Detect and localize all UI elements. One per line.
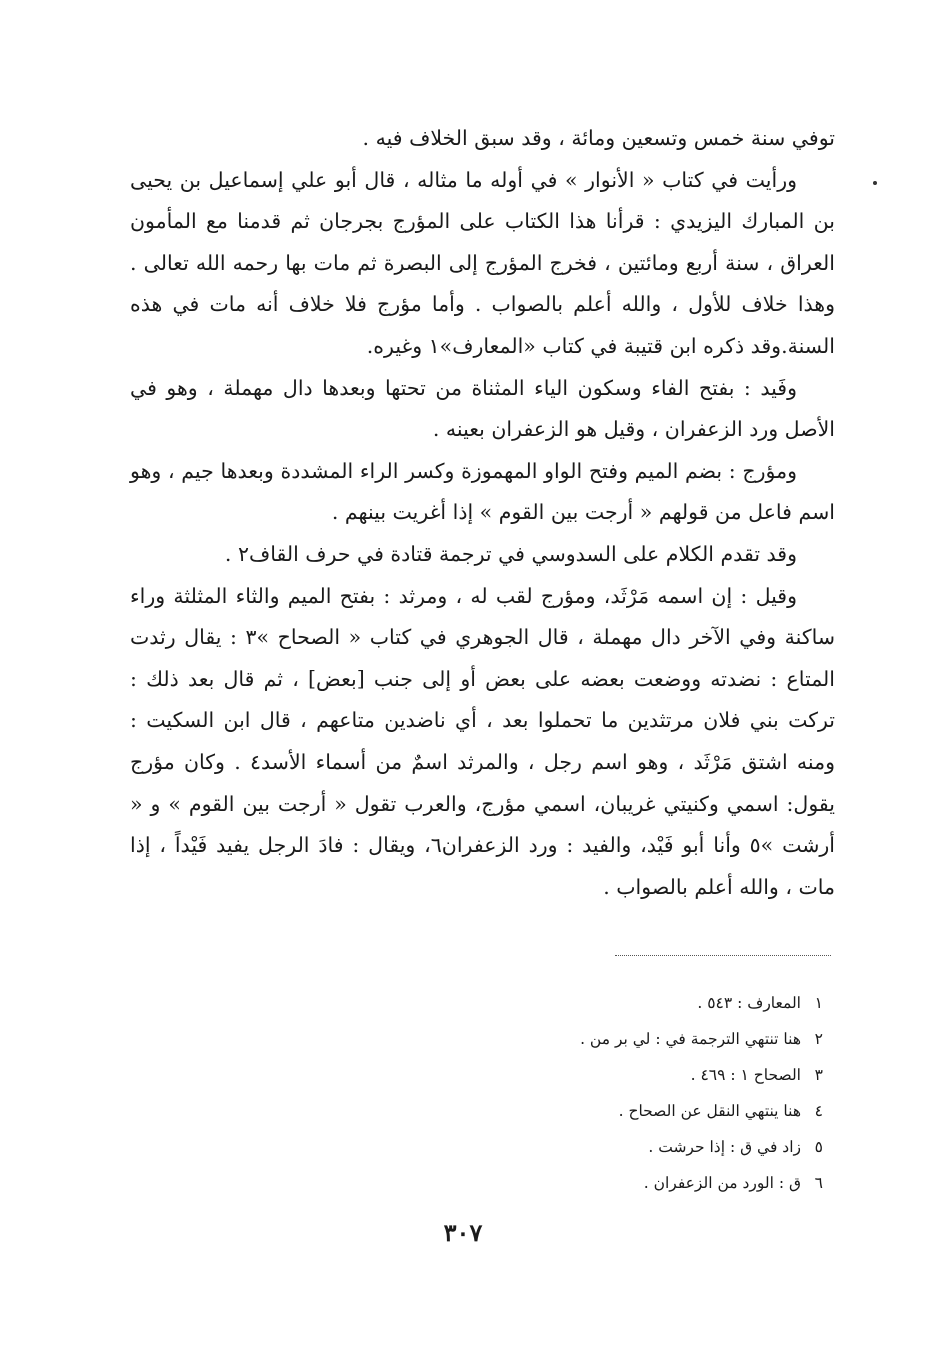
footnote-item	[443, 1165, 823, 1201]
paragraph-4: ومؤرج : بضم الميم وفتح الواو المهموزة وكسر الراء المشددة وبعدها جيم ، وهو اسم فاعل من قولهم « أرجت بين القوم » إذا أغريت بينهم .	[130, 458, 835, 525]
footnote-item	[443, 985, 823, 1021]
footnote-text: هنا تنتهي الترجمة في : لي بر من .	[580, 1030, 801, 1048]
footnote-divider	[615, 955, 831, 956]
paragraph-2: ورأيت في كتاب « الأنوار » في أوله ما مثاله ، قال أبو علي إسماعيل بن يحيى بن المبارك اليزيدي : قرأنا هذا الكتاب على المؤرج بجرجان ثم قدمنا مع المأمون العراق ، سنة أربع ومائتين ، فخرج المؤرج إلى البصرة ثم مات بها رحمه الله تعالى . وهذا خلاف للأول ، والله أعلم بالصواب . وأما مؤرج فلا خلاف أنه مات في هذه السنة.وقد ذكره ابن قتيبة في كتاب «المعارف»١ وغيره.	[130, 167, 835, 358]
footnote-text: هنا ينتهي النقل عن الصحاح .	[618, 1102, 801, 1120]
footnote-item	[443, 1057, 823, 1093]
footnote-item	[443, 1093, 823, 1129]
paragraph-3: وفَيد : بفتح الفاء وسكون الياء المثناة من تحتها وبعدها دال مهملة ، وهو في الأصل ورد الزعفران ، وقيل هو الزعفران بعينه .	[130, 375, 835, 442]
footnote-number: ٤	[814, 1102, 823, 1120]
footnotes-list	[443, 985, 823, 1201]
main-text	[130, 118, 835, 908]
paragraph-5: وقد تقدم الكلام على السدوسي في ترجمة قتادة في حرف القاف٢ .	[224, 541, 797, 566]
footnote-number: ١	[814, 994, 823, 1012]
footnote-number: ٦	[814, 1174, 823, 1192]
footnote-item	[443, 1021, 823, 1057]
page-number: ٣٠٧	[443, 1218, 483, 1247]
footnote-text: زاد في ق : إذا حرشت .	[648, 1138, 801, 1156]
paragraph-6: وقيل : إن اسمه مَرْثَد، ومؤرج لقب له ، ومرثد : بفتح الميم والثاء المثلثة وراء ساكنة وفي الآخر دال مهملة ، قال الجوهري في كتاب « الصحاح »٣ : يقال رثدت المتاع : نضدته ووضعت بعضه على بعض أو إلى جنب [بعض] ، ثم قال بعد ذلك : تركت بني فلان مرتثدين ما تحملوا بعد ، أي ناضدين متاعهم ، قال ابن السكيت : ومنه اشتق مَرْثَد ، وهو اسم رجل ، والمرثد اسمٌ من أسماء الأسد٤ . وكان مؤرج يقول: اسمي وكنيتي غريبان، اسمي مؤرج، والعرب تقول « أرجت بين القوم » و « أرشت »٥ وأنا أبو فَيْد، والفيد : ورد الزعفران٦، ويقال : فادَ الرجل يفيد فَيْداً ، إذا مات ، والله أعلم بالصواب .	[130, 583, 835, 899]
footnote-number: ٣	[814, 1066, 823, 1084]
footnote-text: المعارف : ٥٤٣ .	[697, 994, 801, 1012]
footnote-text: ق : الورد من الزعفران .	[643, 1174, 801, 1192]
footnote-text: الصحاح ١ : ٤٦٩ .	[690, 1066, 801, 1084]
paragraph-1: توفي سنة خمس وتسعين ومائة ، وقد سبق الخلاف فيه .	[362, 126, 835, 150]
footnote-number: ٢	[814, 1030, 823, 1048]
footnote-item	[443, 1129, 823, 1165]
margin-dot	[873, 181, 877, 185]
footnote-number: ٥	[814, 1138, 823, 1156]
